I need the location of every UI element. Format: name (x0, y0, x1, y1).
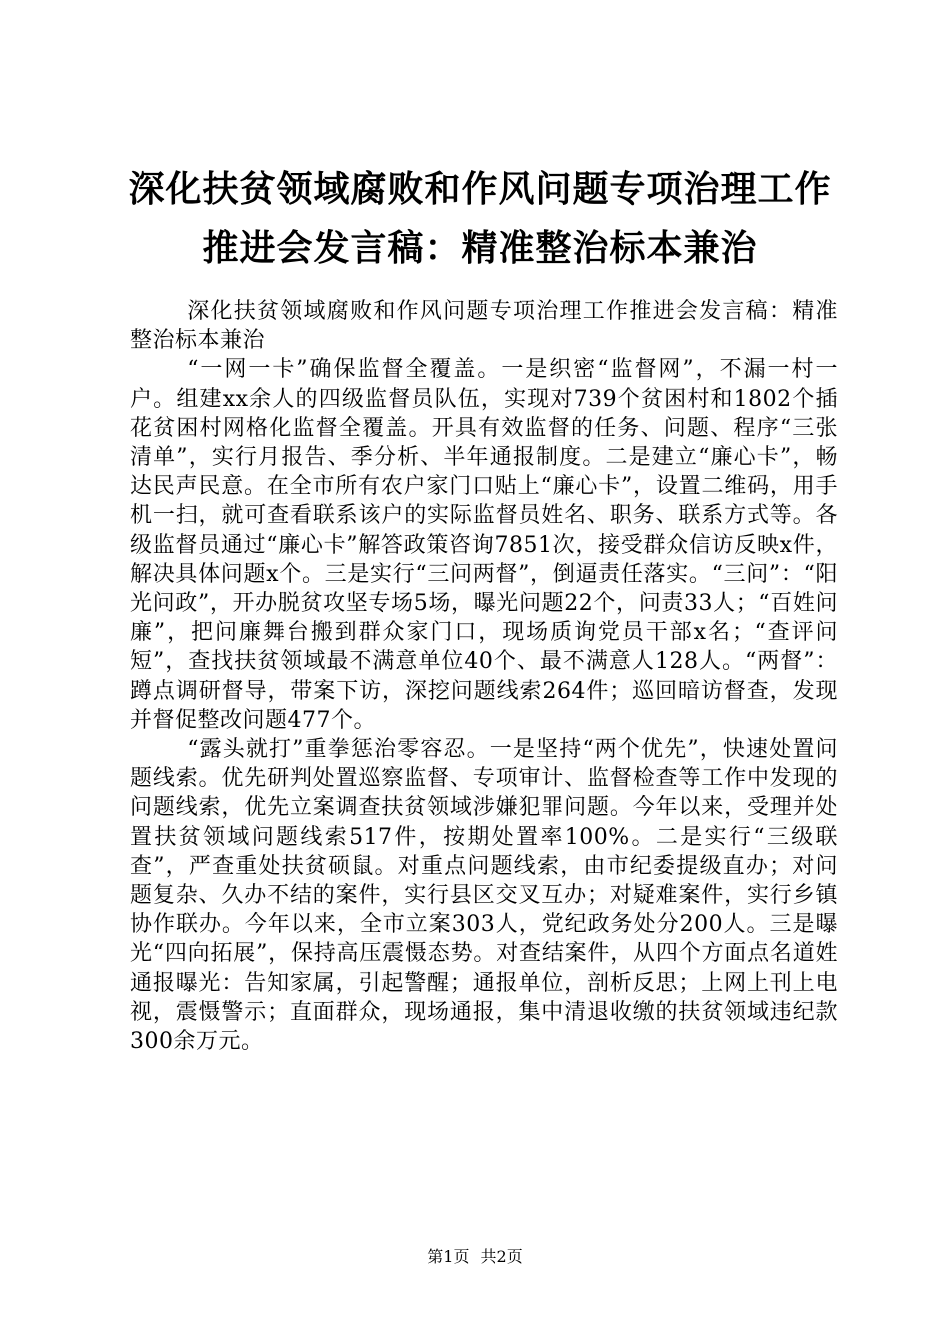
page-total: 共2页 (480, 1247, 523, 1266)
document-body (130, 297, 838, 1056)
paragraph-punishment: “露头就打”重拳惩治零容忍。一是坚持“两个优先”，快速处置问题线索。优先研判处置巡察监督、专项审计、监督检查等工作中发现的问题线索，优先立案调查扶贫领域涉嫌犯罪问题。今年以来，受理并处置扶贫领域问题线索517件，按期处置率100%。二是实行“三级联查”，严查重处扶贫硕鼠。对重点问题线索，由市纪委提级直办；对问题复杂、久办不结的案件，实行县区交叉互办；对疑难案件，实行乡镇协作联办。今年以来，全市立案303人，党纪政务处分200人。三是曝光“四向拓展”，保持高压震慑态势。对查结案件，从四个方面点名道姓通报曝光：告知家属，引起警醒；通报单位，剖析反思；上网上刊上电视，震慑警示；直面群众，现场通报，集中清退收缴的扶贫领域违纪款300余万元。 (130, 737, 838, 1055)
paragraph-supervision: “一网一卡”确保监督全覆盖。一是织密“监督网”，不漏一村一户。组建xx余人的四级监督员队伍，实现对739个贫困村和1802个插花贫困村网格化监督全覆盖。开具有效监督的任务、问题、程序“三张清单”，实行月报告、季分析、半年通报制度。二是建立“廉心卡”，畅达民声民意。在全市所有农户家门口贴上“廉心卡”，设置二维码，用手机一扫，就可查看联系该户的实际监督员姓名、职务、联系方式等。各级监督员通过“廉心卡”解答政策咨询7851次，接受群众信访反映x件，解决具体问题x个。三是实行“三问两督”，倒逼责任落实。“三问”：“阳光问政”，开办脱贫攻坚专场5场，曝光问题22个，问责33人；“百姓问廉”，把问廉舞台搬到群众家门口，现场质询党员干部x名；“查评问短”，查找扶贫领域最不满意单位40个、最不满意人128人。“两督”：蹲点调研督导，带案下访，深挖问题线索264件；巡回暗访督查，发现并督促整改问题477个。 (130, 357, 838, 733)
document-title: 深化扶贫领域腐败和作风问题专项治理工作推进会发言稿：精准整治标本兼治 (128, 168, 832, 269)
paragraph-subtitle: 深化扶贫领域腐败和作风问题专项治理工作推进会发言稿：精准整治标本兼治 (130, 299, 838, 354)
page-footer (0, 1247, 950, 1267)
page-number: 第1页 (427, 1247, 470, 1266)
